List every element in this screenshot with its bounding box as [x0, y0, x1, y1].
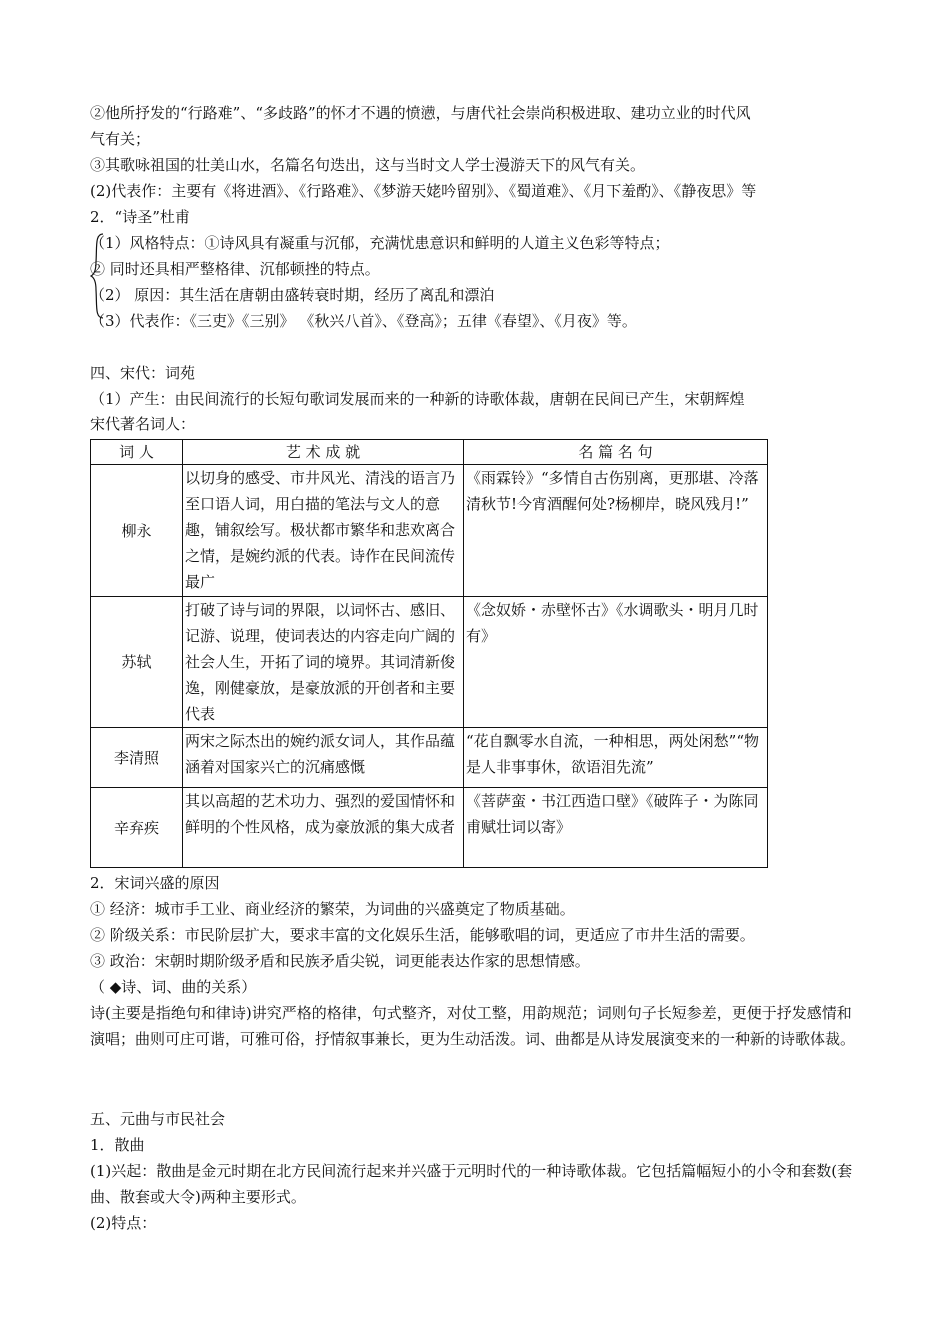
poet-achievement: 以切身的感受、市井风光、清浅的语言乃至口语人词，用白描的笔法与文人的意趣，铺叙绘写。极状都市繁华和悲欢离合之情，是婉约派的代表。诗作在民间流传最广 — [183, 465, 464, 597]
text-line: （2） 原因：其生活在唐朝由盛转衰时期，经历了离乱和漂泊 — [90, 286, 495, 304]
text-line: ③ 政治：宋朝时期阶级矛盾和民族矛盾尖锐，词更能表达作家的思想情感。 — [90, 952, 590, 970]
text-line: 气有关； — [90, 130, 151, 148]
poet-achievement: 两宋之际杰出的婉约派女词人，其作品蕴涵着对国家兴亡的沉痛感慨 — [183, 728, 464, 788]
subheading-reasons: 2．宋词兴盛的原因 — [90, 874, 220, 892]
section-title-yuan: 五、元曲与市民社会 — [90, 1110, 226, 1128]
text-line: （1）风格特点：①诗风具有凝重与沉郁，充满忧患意识和鲜明的人道主义色彩等特点； — [90, 234, 670, 252]
table-row — [91, 788, 768, 868]
subheading-sanqu: 1．散曲 — [90, 1136, 145, 1154]
header-poet: 词 人 — [91, 440, 183, 465]
poet-name: 苏轼 — [91, 597, 183, 728]
rise-paragraph: (1)兴起：散曲是金元时期在北方民间流行起来并兴盛于元明时代的一种诗歌体裁。它包括篇幅短小的小令和套数(套曲、散套或大令)两种主要形式。 — [90, 1162, 853, 1206]
text-line: ③其歌咏祖国的壮美山水，名篇名句迭出，这与当时文人学士漫游天下的风气有关。 — [90, 156, 646, 174]
relation-paragraph: 诗(主要是指绝句和律诗)讲究严格的格律，句式整齐，对仗工整，用韵规范；词则句子长短参差，更便于抒发感情和演唱；曲则可庄可谐，可雅可俗，抒情叙事兼长，更为生动活泼。词、曲都是从诗发展演变来的一种新的诗歌体裁。 — [90, 1004, 856, 1048]
poet-achievement: 其以高超的艺术功力、强烈的爱国情怀和鲜明的个性风格，成为豪放派的集大成者 — [183, 788, 464, 868]
poet-works: 《念奴娇・赤壁怀古》《水调歌头・明月几时有》 — [464, 597, 768, 728]
text-line: (2)代表作：主要有《将进酒》、《行路难》、《梦游天姥吟留别》、《蜀道难》、《月下羞酌》、《静夜思》等 — [90, 182, 757, 200]
poet-name: 辛弃疾 — [91, 788, 183, 868]
subheading-du-fu: 2．“诗圣”杜甫 — [90, 208, 190, 226]
text-line: (2)特点： — [90, 1214, 157, 1232]
poet-name: 李清照 — [91, 728, 183, 788]
header-achievement: 艺 术 成 就 — [183, 440, 464, 465]
text-line: ② 阶级关系：市民阶层扩大，要求丰富的文化娱乐生活，能够歌唱的词，更适应了市井生活的需要。 — [90, 926, 755, 944]
table-caption: 宋代著名词人： — [90, 415, 196, 433]
poet-works: “花自飘零水自流，一种相思，两处闲愁”“物是人非事事休，欲语泪先流” — [464, 728, 768, 788]
poets-table — [90, 439, 768, 868]
table-header-row — [91, 440, 768, 465]
poet-works: 《雨霖铃》“多情自古伤别离，更那堪、冷落清秋节!今宵酒醒何处?杨柳岸，晓风残月!” — [464, 465, 768, 597]
poet-works: 《菩萨蛮・书江西造口壁》《破阵子・为陈同甫赋壮词以寄》 — [464, 788, 768, 868]
table-row — [91, 465, 768, 597]
table-row — [91, 597, 768, 728]
table-row — [91, 728, 768, 788]
header-works: 名 篇 名 句 — [464, 440, 768, 465]
text-line: ① 经济：城市手工业、商业经济的繁荣，为词曲的兴盛奠定了物质基础。 — [90, 900, 575, 918]
text-line: （1）产生：由民间流行的长短句歌词发展而来的一种新的诗歌体裁，唐朝在民间已产生，宋朝辉煌 — [90, 390, 745, 408]
section-title-song: 四、宋代：词苑 — [90, 364, 196, 382]
text-line: （ ◆诗、词、曲的关系） — [90, 978, 257, 996]
text-line: ②他所抒发的“行路难”、“多歧路”的怀才不遇的愤懑，与唐代社会崇尚积极进取、建功立业的时代风 — [90, 104, 751, 122]
poet-achievement: 打破了诗与词的界限，以词怀古、感旧、记游、说理，使词表达的内容走向广阔的社会人生，开拓了词的境界。其词清新俊逸，刚健豪放，是豪放派的开创者和主要代表 — [183, 597, 464, 728]
text-line: ② 同时还具相严整格律、沉郁顿挫的特点。 — [90, 260, 380, 278]
poet-name: 柳永 — [91, 465, 183, 597]
text-line: （3）代表作：《三吏》《三别》 《秋兴八首》、《登高》；五律《春望》、《月夜》等。 — [90, 312, 637, 330]
